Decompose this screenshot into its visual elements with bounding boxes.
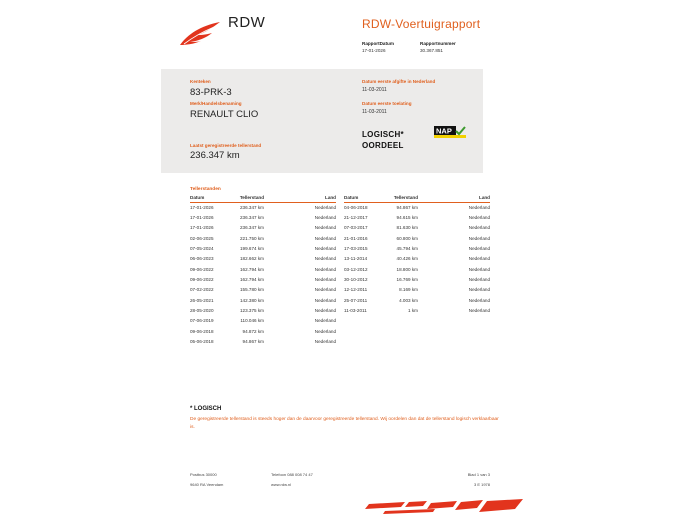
cell-reading: 94.872 km — [242, 328, 264, 334]
cell-date: 07-06-2019 — [190, 318, 214, 324]
table-row — [344, 202, 490, 212]
footer-phone: Telefoon 088 008 74 47 — [271, 472, 313, 477]
verdict-line-1: LOGISCH* — [362, 130, 404, 139]
first-reg-nl-label: Datum eerste afgifte in Nederland — [362, 79, 436, 84]
verdict-line-2: OORDEEL — [362, 141, 404, 150]
table-row — [344, 233, 490, 243]
cell-reading: 236.347 km — [239, 225, 264, 231]
cell-reading: 45.794 km — [396, 246, 418, 252]
cell-reading: 123.375 km — [239, 308, 264, 314]
cell-reading: 8.169 km — [399, 287, 418, 293]
table-row — [190, 202, 336, 212]
cell-country: Nederland — [314, 215, 336, 221]
cell-reading: 221.750 km — [239, 235, 264, 241]
cell-reading: 18.800 km — [396, 266, 418, 272]
cell-country: Nederland — [468, 287, 490, 293]
cell-date: 07-03-2017 — [344, 225, 368, 231]
table-row — [190, 243, 336, 253]
table-row — [344, 243, 490, 253]
cell-date: 17-01-2026 — [190, 225, 214, 231]
column-country: Land — [418, 194, 490, 202]
table-row — [344, 212, 490, 222]
cell-country: Nederland — [468, 297, 490, 303]
table-row — [190, 316, 336, 326]
table-row — [344, 254, 490, 264]
cell-date: 03-12-2012 — [344, 266, 368, 272]
verdict — [362, 129, 404, 151]
footer-code: 3 E 1978 — [473, 482, 490, 487]
odometer-table-left — [190, 194, 336, 347]
note-title: * LOGISCH — [190, 406, 222, 412]
cell-reading: 94.867 km — [242, 339, 264, 345]
first-admission-label: Datum eerste toelating — [362, 101, 412, 106]
table-header-row — [190, 194, 336, 202]
cell-date: 06-06-2023 — [190, 256, 214, 262]
odometer-value: 236.347 km — [190, 150, 240, 161]
cell-country: Nederland — [468, 246, 490, 252]
cell-country: Nederland — [468, 204, 490, 210]
report-number-value: 30.367.851 — [420, 48, 443, 53]
column-reading: Tellerstand — [230, 194, 264, 202]
cell-date: 28-05-2020 — [190, 308, 214, 314]
cell-reading: 155.780 km — [239, 287, 264, 293]
report-date-label: RapportDatum — [362, 41, 394, 46]
table-row — [190, 274, 336, 284]
nap-logo-icon — [434, 126, 466, 138]
cell-date: 21-01-2016 — [344, 235, 368, 241]
table-row — [344, 285, 490, 295]
cell-reading: 142.380 km — [239, 297, 264, 303]
cell-country: Nederland — [314, 235, 336, 241]
make-label: Merk/Handelsbenaming — [190, 101, 242, 106]
cell-date: 02-06-2025 — [190, 235, 214, 241]
footer-contact — [271, 470, 313, 490]
table-header-row — [344, 194, 490, 202]
cell-date: 07-02-2022 — [190, 287, 214, 293]
plate-label: Kenteken — [190, 79, 211, 84]
document-title: RDW-Voertuigrapport — [362, 17, 481, 31]
footer-address-line-1: Postbus 30000 — [190, 472, 217, 477]
cell-date: 09-06-2022 — [190, 266, 214, 272]
cell-reading: 162.794 km — [239, 277, 264, 283]
footer-web-link[interactable]: www.rdw.nl — [271, 482, 292, 487]
footer-address — [190, 470, 223, 490]
cell-date: 17-01-2026 — [190, 204, 214, 210]
note-text: De geregistreerde tellerstand is steeds hoger dan de daarvoor geregistreerde tellerstand. Wij oordelen dan dat de tellerstand logisch verklaarbaar is. — [190, 417, 499, 430]
column-reading: Tellerstand — [384, 194, 418, 202]
table-row — [190, 305, 336, 315]
cell-country: Nederland — [314, 297, 336, 303]
table-row — [344, 295, 490, 305]
table-row — [190, 212, 336, 222]
table-row — [190, 336, 336, 346]
cell-reading: 60.800 km — [396, 235, 418, 241]
cell-date: 11-03-2011 — [344, 308, 367, 314]
cell-country: Nederland — [314, 266, 336, 272]
column-country: Land — [264, 194, 336, 202]
cell-date: 26-05-2021 — [190, 297, 214, 303]
cell-reading: 182.662 km — [239, 256, 264, 262]
cell-date: 25-07-2011 — [344, 297, 368, 303]
cell-reading: 199.674 km — [239, 246, 264, 252]
table-row — [344, 305, 490, 315]
table-row — [190, 295, 336, 305]
cell-date: 12-12-2011 — [344, 287, 368, 293]
cell-country: Nederland — [468, 256, 490, 262]
column-date: Datum — [344, 194, 384, 202]
cell-date: 09-06-2018 — [190, 328, 214, 334]
cell-reading: 1 km — [408, 308, 418, 314]
cell-reading: 94.867 km — [396, 204, 418, 210]
table-row — [344, 264, 490, 274]
cell-date: 05-06-2018 — [190, 339, 214, 345]
report-date-value: 17-01-2026 — [362, 48, 386, 53]
cell-reading: 16.769 km — [396, 277, 418, 283]
plate-value: 83-PRK-3 — [190, 87, 232, 98]
cell-country: Nederland — [314, 256, 336, 262]
cell-reading: 81.630 km — [396, 225, 418, 231]
table-row — [190, 285, 336, 295]
cell-country: Nederland — [314, 328, 336, 334]
odometer-section-title: Tellerstanden — [190, 187, 221, 192]
table-row — [190, 233, 336, 243]
report-number-label: Rapportnummer — [420, 41, 456, 46]
footer-page-number: Blad 1 van 3 — [467, 472, 490, 477]
cell-country: Nederland — [314, 246, 336, 252]
cell-reading: 94.615 km — [396, 215, 418, 221]
nap-logo-text: NAP — [436, 126, 452, 136]
cell-country: Nederland — [468, 215, 490, 221]
make-value: RENAULT CLIO — [190, 109, 259, 120]
rdw-logo-icon — [178, 20, 222, 46]
cell-date: 30-10-2012 — [344, 277, 368, 283]
report-date — [362, 40, 394, 54]
cell-country: Nederland — [468, 235, 490, 241]
cell-date: 04-06-2018 — [344, 204, 368, 210]
footer-page-info — [440, 470, 490, 490]
footer-address-line-2: 9640 RA Veendam — [190, 482, 224, 487]
cell-date: 17-03-2015 — [344, 246, 368, 252]
odometer-label: Laatst geregistreerde tellerstand — [190, 143, 262, 148]
cell-reading: 162.794 km — [239, 266, 264, 272]
table-row — [344, 274, 490, 284]
report-number — [420, 40, 456, 54]
table-row — [190, 223, 336, 233]
cell-date: 21-12-2017 — [344, 215, 368, 221]
cell-reading: 110.046 km — [240, 318, 264, 324]
cell-reading: 236.347 km — [239, 204, 264, 210]
cell-country: Nederland — [314, 339, 336, 345]
table-row — [190, 264, 336, 274]
cell-country: Nederland — [468, 308, 490, 314]
cell-date: 17-01-2026 — [190, 215, 214, 221]
table-row — [190, 326, 336, 336]
cell-date: 13-11-2014 — [344, 256, 368, 262]
odometer-table-right — [344, 194, 490, 316]
table-row — [344, 223, 490, 233]
cell-country: Nederland — [314, 225, 336, 231]
cell-reading: 40.426 km — [396, 256, 418, 262]
cell-country: Nederland — [468, 277, 490, 283]
first-reg-nl-value: 11-03-2011 — [362, 87, 387, 93]
cell-country: Nederland — [314, 204, 336, 210]
brand-name: RDW — [228, 14, 266, 31]
table-row — [190, 254, 336, 264]
cell-reading: 236.347 km — [239, 215, 264, 221]
cell-date: 09-06-2022 — [190, 277, 214, 283]
column-date: Datum — [190, 194, 230, 202]
first-admission-value: 11-03-2011 — [362, 109, 387, 115]
cell-country: Nederland — [314, 277, 336, 283]
cell-country: Nederland — [468, 225, 490, 231]
cell-country: Nederland — [314, 308, 336, 314]
rdw-stripes-icon — [365, 498, 525, 514]
cell-reading: 4.003 km — [399, 297, 418, 303]
cell-country: Nederland — [468, 266, 490, 272]
cell-country: Nederland — [314, 287, 336, 293]
cell-country: Nederland — [314, 318, 336, 324]
cell-date: 07-05-2024 — [190, 246, 214, 252]
